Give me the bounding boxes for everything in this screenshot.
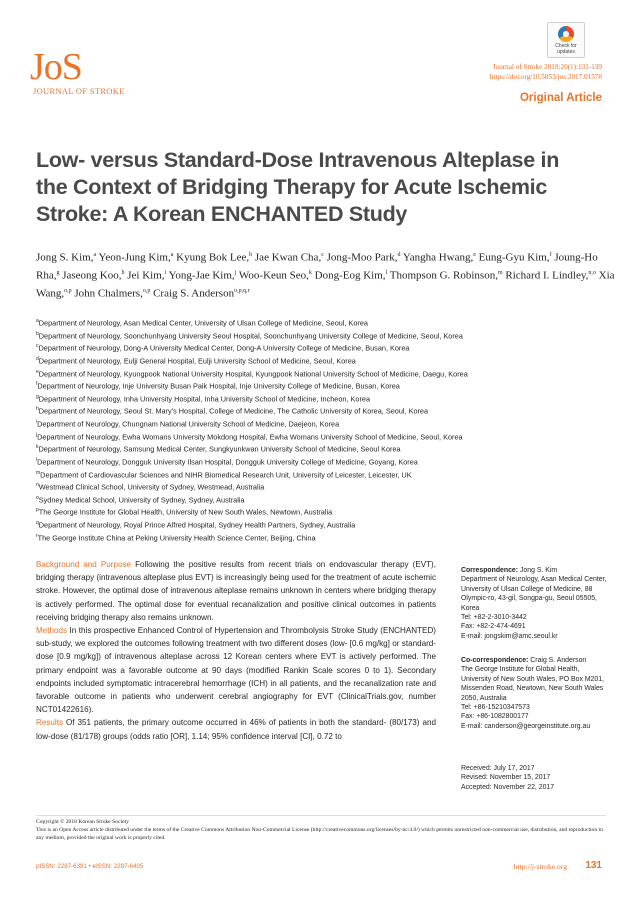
accepted-date: Accepted: November 22, 2017 [461,783,555,791]
co-correspondence-tel: Tel: +86-15210347573 [461,704,530,712]
affiliation-item [36,430,636,443]
author-name: Joung-Ho Rha, [36,251,598,282]
author-affiliation-marker: g [56,270,60,277]
check-for-updates-badge[interactable] [547,22,585,58]
author-name: Yangha Hwang, [402,251,474,264]
author-affiliation-marker: a [170,252,174,258]
author-affiliation-marker: i [164,270,167,277]
author-affiliation-marker: o,p [142,288,151,295]
abstract-methods [36,624,436,716]
author-name: Jong S. Kim, [36,251,94,264]
affiliation-item [36,455,636,468]
affiliation-text: Department of Neurology, Seoul St. Mary's Hospital, College of Medicine, The Catholic University of Korea, Seoul, Korea [38,406,429,416]
author-affiliation-marker: l [385,270,388,277]
journal-website-link[interactable]: http://j-stroke.org [513,862,567,871]
affiliation-marker: e [36,368,39,375]
co-correspondence-heading: Co-correspondence: Craig S. Anderson [461,657,587,664]
affiliation-item [36,379,636,392]
abstract-methods-text: In this prospective Enhanced Control of Hypertension and Thrombolysis Stroke Study (ENCHANTED) sub-study, we explored the outcomes following treatment with two different doses (low- [0.6 mg/kg] or standard-dose [0.9 mg/kg]) of intravenous alteplase across 12 Korean centers where EVT is actively performed. The primary endpoint was a favorable outcome at 90 days (modified Rankin Scale scores 0 to 1). Secondary endpoints included symptomatic intracerebral hemorrhage (ICH) in all patients, and the recanalization rate and favorable outcome in patients who underwent cerebral angiography for EVT (ClinicalTrials.gov, number NCT01422616). [36,626,436,715]
abstract-results-text: Of 351 patients, the primary outcome occurred in 46% of patients in both the standard- (80/173) and low-dose (81/178) groups (odds ratio [OR], 1.14; 95% confidence interval [CI], 0.72 to [36,718,436,741]
affiliation-text: Department of Neurology, Ewha Womans University Mokdong Hospital, Ewha Womans University School of Medicine, Seoul, Korea [37,432,463,442]
abstract-background-text: Following the positive results from recent trials on endovascular therapy (EVT), bridging therapy (intravenous alteplase plus EVT) is increasingly being used for the treatment of acute ischemic stroke. However, the optimal dose of intravenous alteplase remains unknown in centers where bridging therapy is actively performed. The optimal dose for eventual recanalization and positive clinical outcomes in patients receiving bridging therapy also remains unknown. [36,560,436,622]
journal-citation: Journal of Stroke 2018;20(1):131-139 [492,63,602,71]
affiliation-list [36,316,636,543]
page-number: 131 [585,860,602,871]
author-affiliation-marker: h [121,270,125,277]
affiliation-item [36,367,636,380]
affiliation-marker: f [36,381,38,388]
abstract-methods-label: Methods [36,626,68,636]
affiliation-marker: d [36,355,39,362]
author-affiliation-marker: j [234,270,237,277]
author-affiliation-marker: a [93,252,97,258]
author-affiliation-marker: o,p,q,r [234,288,250,295]
affiliation-text: The George Institute for Global Health, University of New South Wales, Newtown, Australia [38,507,333,517]
doi-link[interactable]: https://doi.org/10.5853/jos.2017.01578 [489,73,602,81]
affiliation-marker: b [36,330,39,337]
article-type: Original Article [519,92,602,104]
affiliation-item [36,468,636,481]
check-for-updates-label: Check for updates [555,43,577,55]
affiliation-item [36,392,636,405]
author-name: Eung-Gyu Kim, [478,251,550,264]
affiliation-item [36,316,636,329]
author-name: Thompson G. Robinson, [389,269,498,282]
affiliation-item [36,404,636,417]
author-name: Jei Kim, [127,269,165,282]
affiliation-marker: p [36,507,39,514]
author-name: Jae Kwan Cha, [254,251,322,264]
affiliation-text: Department of Neurology, Inje University Busan Paik Hospital, Inje University College of Medicine, Busan, Korea [37,381,400,391]
affiliation-text: Department of Cardiovascular Sciences and NIHR Biomedical Research Unit, University of Leicester, Leicester, UK [40,469,412,479]
affiliation-text: Department of Neurology, Samsung Medical Center, Sungkyunkwan University School of Medicine, Seoul Korea [38,444,401,454]
affiliation-text: Sydney Medical School, University of Sydney, Sydney, Australia [38,495,245,505]
affiliation-item [36,505,636,518]
author-name: Kyung Bok Lee, [176,251,250,264]
copyright-line: Copyright © 2018 Korean Stroke Society [36,819,129,825]
author-name: John Chalmers, [74,287,143,300]
affiliation-item [36,442,636,455]
affiliation-text: Department of Neurology, Dong-A University Medical Center, Dong-A University College of Medicine, Busan, Korea [38,343,410,353]
revised-date: Revised: November 15, 2017 [461,774,551,782]
co-correspondence-email[interactable]: E-mail: canderson@georgeinstitute.org.au [461,722,591,730]
affiliation-text: Department of Neurology, Kyungpook National University Hospital, Kyungpook National University School of Medicine, Daegu, Korea [38,368,468,378]
affiliation-marker: l [36,456,38,463]
author-list [36,248,616,302]
affiliation-marker: a [36,318,39,324]
author-name: Yong-Jae Kim, [168,269,235,282]
issn: pISSN: 2287-6391 • eISSN: 2287-6405 [36,863,144,870]
affiliation-marker: o [36,494,39,501]
author-name: Craig S. Anderson [153,287,235,300]
author-name: Jaseong Koo, [62,269,122,282]
journal-logo-subtitle: JOURNAL OF STROKE [33,86,125,96]
affiliation-item [36,480,636,493]
affiliation-marker: n [36,482,39,489]
author-affiliation-marker: f [549,252,552,258]
affiliation-text: The George Institute China at Peking University Health Science Center, Beijing, China [37,533,316,543]
journal-citation-block [490,62,602,82]
affiliation-item [36,417,636,430]
author-affiliation-marker: b [249,252,253,258]
affiliation-marker: g [36,393,39,400]
correspondence-block [461,566,611,641]
author-affiliation-marker: d [397,252,401,258]
affiliation-text: Westmead Clinical School, University of Sydney, Westmead, Australia [38,482,265,492]
affiliation-text: Department of Neurology, Inha University Hospital, Inha University School of Medicine, Incheon, Korea [38,394,371,404]
author-name: Woo-Keun Seo, [238,269,309,282]
correspondence-address: Department of Neurology, Asan Medical Center, University of Ulsan College of Medicine, 88 Olympic-ro, 43-gil, Songpa-gu, Seoul 05505, Korea [461,576,607,612]
author-name: Xia Wang, [36,269,615,300]
affiliation-item [36,354,636,367]
article-title: Low- versus Standard-Dose Intravenous Alteplase in the Context of Bridging Therapy for Acute Ischemic Stroke: A Korean ENCHANTED Study [36,148,560,226]
correspondence-tel: Tel: +82-2-3010-3442 [461,614,527,622]
crossmark-icon [558,26,574,42]
co-correspondence-address: The George Institute for Global Health, University of New South Wales, PO Box M201, Missenden Road, Newtown, New South Wales 2050, Australia [461,666,604,702]
affiliation-item [36,531,636,544]
affiliation-marker: h [36,406,39,413]
affiliation-item [36,518,636,531]
affiliation-text: Department of Neurology, Chungnam National University School of Medicine, Daejeon, Korea [37,419,340,429]
affiliation-item [36,493,636,506]
abstract-background [36,558,436,624]
author-name: Dong-Eog Kim, [314,269,386,282]
affiliation-item [36,341,636,354]
author-affiliation-marker: n,o [588,270,596,277]
affiliation-marker: i [36,419,38,425]
author-affiliation-marker: e [473,252,476,258]
correspondence-fax: Fax: +82-2-474-4691 [461,623,526,631]
abstract-background-label: Background and Purpose [36,560,132,569]
author-affiliation-marker: o,p [64,288,72,295]
abstract-results [36,716,436,742]
affiliation-text: Department of Neurology, Royal Prince Alfred Hospital, Sydney Health Partners, Sydney, Australia [38,520,356,530]
co-correspondence-fax: Fax: +86-1082800177 [461,713,529,721]
affiliation-marker: j [36,431,38,438]
journal-logo: JoS [30,46,82,88]
affiliation-text: Department of Neurology, Eulji General Hospital, Eulji University School of Medicine, Seoul, Korea [38,356,356,366]
author-affiliation-marker: m [497,270,503,277]
affiliation-text: Department of Neurology, Asan Medical Center, University of Ulsan College of Medicine, Seoul, Korea [38,318,368,328]
affiliation-text: Department of Neurology, Soonchunhyang University Seoul Hospital, Soonchunhyang University College of Medicine, Seoul, Korea [38,331,463,341]
correspondence-heading: Correspondence: Jong S. Kim [461,567,558,574]
correspondence-email[interactable]: E-mail: jongskim@amc.seoul.kr [461,632,558,640]
affiliation-text: Department of Neurology, Dongguk University Ilsan Hospital, Dongguk University College of Medicine, Goyang, Korea [37,457,418,467]
author-name: Yeon-Jung Kim, [98,251,171,264]
license-text: This is an Open Access article distributed under the terms of the Creative Commons Attribution Non-Commercial License (http://creativecommons.org/licenses/by-nc/4.0/) which permits unrestricted non-commercial use, distribution, and reproduction in any medium, provided the original work is properly cited. [36,827,603,841]
footer-divider [36,815,606,816]
abstract [36,558,436,743]
dates-block [461,764,611,792]
copyright-block [36,818,611,842]
affiliation-item [36,329,636,342]
affiliation-marker: m [36,469,41,476]
affiliation-marker: r [36,532,38,539]
author-affiliation-marker: c [321,252,324,258]
author-affiliation-marker: k [308,270,312,277]
abstract-results-label: Results [36,718,63,728]
affiliation-marker: c [36,343,39,350]
co-correspondence-block [461,656,611,731]
received-date: Received: July 17, 2017 [461,765,535,772]
author-name: Richard I. Lindley, [505,269,589,282]
affiliation-marker: k [36,444,39,451]
author-name: Jong-Moo Park, [326,251,398,264]
affiliation-marker: q [36,520,39,526]
